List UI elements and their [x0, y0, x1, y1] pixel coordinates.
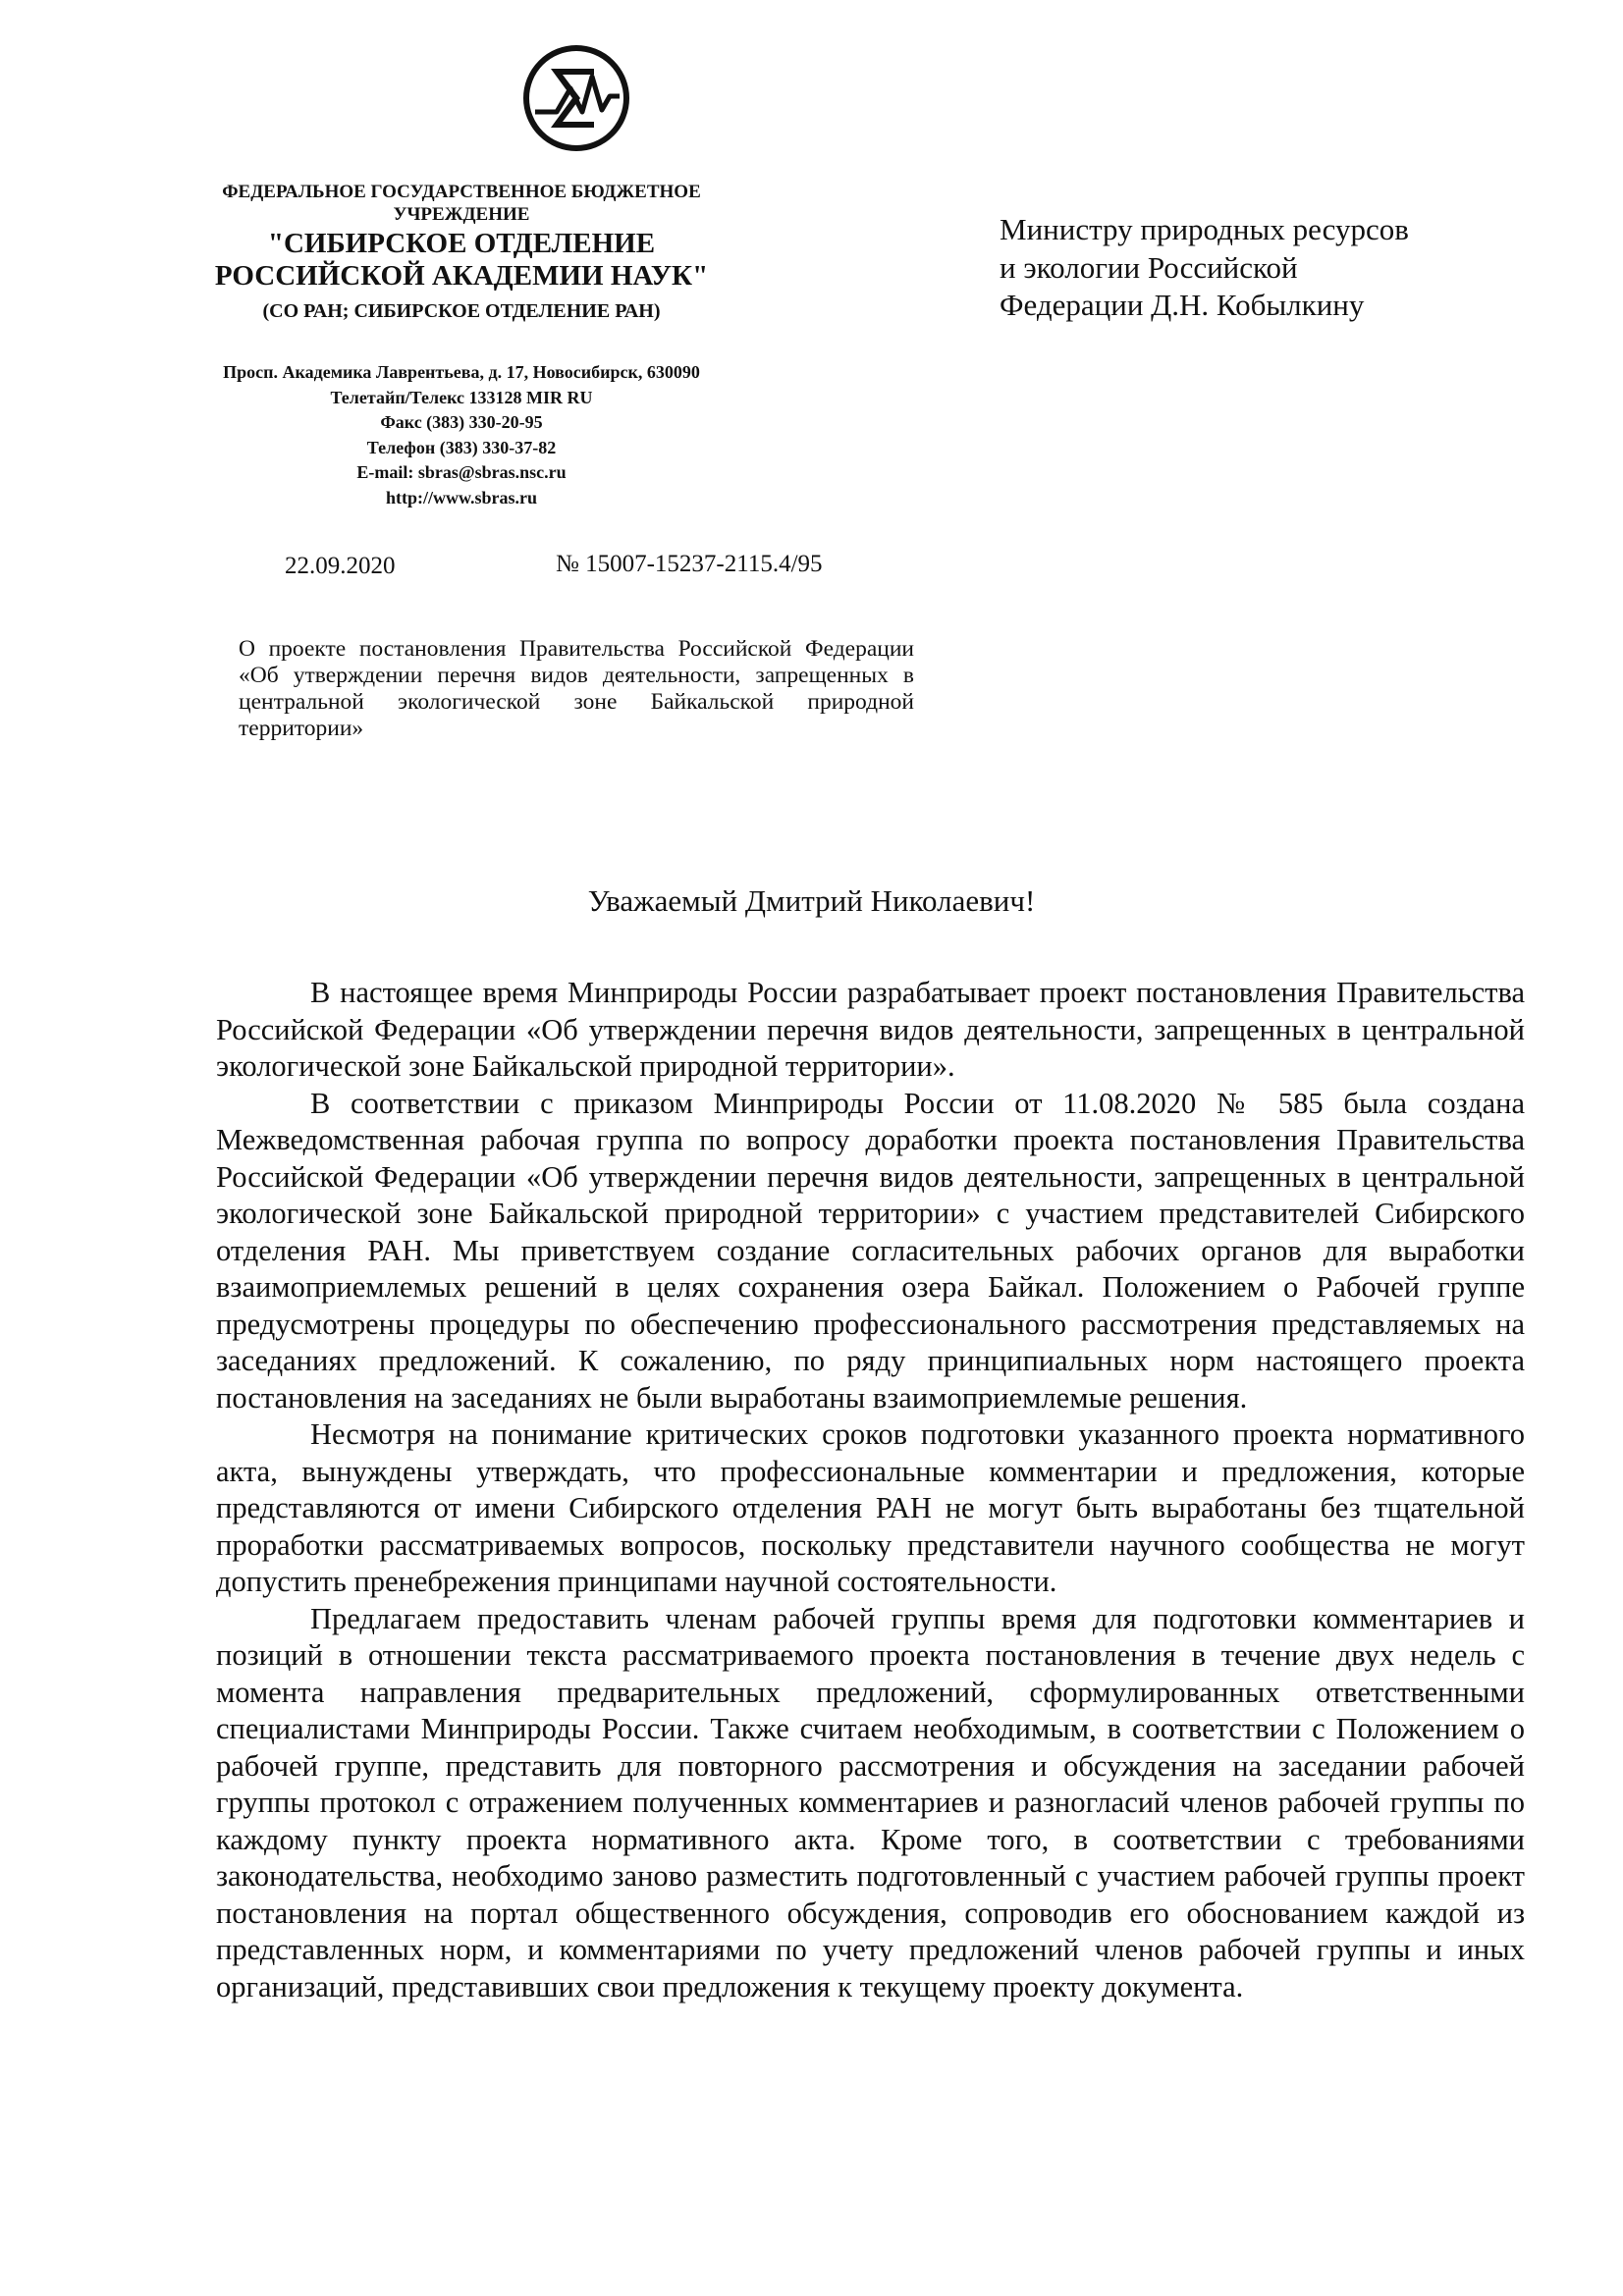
organization-contacts	[187, 360, 736, 510]
email: E-mail: sbras@sbras.nsc.ru	[356, 462, 567, 482]
postal-address: Просп. Академика Лаврентьева, д. 17, Новосибирск, 630090	[223, 362, 700, 382]
org-name-line-1: "СИБИРСКОЕ ОТДЕЛЕНИЕ	[267, 228, 656, 259]
teletype: Телетайп/Телекс 133128 MIR RU	[330, 387, 593, 407]
letter-body	[216, 975, 1525, 2005]
addressee	[1000, 211, 1409, 325]
salutation: Уважаемый Дмитрий Николаевич!	[587, 883, 1036, 918]
document-subject: О проекте постановления Правительства Российской Федерации «Об утверждении перечня видов деятельности, запрещенных в центральной экологической зоне Байкальской природной территории»	[239, 636, 914, 741]
fax: Факс (383) 330-20-95	[380, 412, 543, 432]
document-number: № 15007-15237-2115.4/95	[556, 551, 823, 577]
website: http://www.sbras.ru	[385, 487, 538, 507]
document-date: 22.09.2020	[285, 553, 396, 579]
body-paragraph-1: В настоящее время Минприроды России разрабатывает проект постановления Правительства Российской Федерации «Об утверждении перечня видов деятельности, запрещенных в центральной экологической зоне Байкальской природной территории».	[216, 976, 1525, 1083]
org-line-2: УЧРЕЖДЕНИЕ	[393, 204, 530, 225]
org-name-line-2: РОССИЙСКОЙ АКАДЕМИИ НАУК"	[214, 260, 709, 292]
body-paragraph-4: Предлагаем предоставить членам рабочей группы время для подготовки комментариев и позиций в отношении текста рассматриваемого проекта постановления в течение двух недель с момента направления предварительных предложений, сформулированных ответственными специалистами Минприроды России. Также считаем необходимым, в соответствии с Положением о рабочей группе, представить для повторного рассмотрения и обсуждения на заседании рабочей группы протокол с отражением полученных комментариев и разногласий членов рабочей группы по каждому пункту проекта нормативного акта. Кроме того, в соответствии с требованиями законодательства, необходимо заново разместить подготовленный с участием рабочей группы проект постановления на портал общественного обсуждения, сопроводив его обоснованием каждой из представленных норм, и комментариями по учету предложений членов рабочей группы и иных организаций, представивших свои предложения к текущему проекту документа.	[216, 1601, 1525, 2003]
sigma-wave-emblem-icon	[521, 43, 631, 153]
body-paragraph-3: Несмотря на понимание критических сроков подготовки указанного проекта нормативного акта, вынуждены утверждать, что профессиональные комментарии и предложения, которые представляются от имени Сибирского отделения РАН не могут быть выработаны без тщательной проработки рассматриваемых вопросов, поскольку представители научного сообщества не могут допустить пренебрежения принципами научной состоятельности.	[216, 1417, 1525, 1598]
org-line-1: ФЕДЕРАЛЬНОЕ ГОСУДАРСТВЕННОЕ БЮДЖЕТНОЕ	[222, 182, 701, 202]
org-short-name: (СО РАН; СИБИРСКОЕ ОТДЕЛЕНИЕ РАН)	[262, 300, 661, 322]
addressee-line-3: Федерации Д.Н. Кобылкину	[1000, 288, 1365, 322]
phone: Телефон (383) 330-37-82	[366, 437, 557, 457]
body-paragraph-2: В соответствии с приказом Минприроды России от 11.08.2020 № 585 была создана Межведомственная рабочая группа по вопросу доработки проекта постановления Правительства Российской Федерации «Об утверждении перечня видов деятельности, запрещенных в центральной экологической зоне Байкальской природной территории» с участием представителей Сибирского отделения РАН. Мы приветствуем создание согласительных рабочих органов для выработки взаимоприемлемых решений в целях сохранения озера Байкал. Положением о Рабочей группе предусмотрены процедуры по обеспечению профессионального рассмотрения представляемых на заседаниях предложений. К сожалению, по ряду принципиальных норм настоящего проекта постановления на заседаниях не были выработаны взаимоприемлемые решения.	[216, 1086, 1525, 1415]
addressee-line-1: Министру природных ресурсов	[1000, 212, 1409, 246]
organization-header	[187, 181, 736, 324]
addressee-line-2: и экологии Российской	[1000, 249, 1298, 285]
